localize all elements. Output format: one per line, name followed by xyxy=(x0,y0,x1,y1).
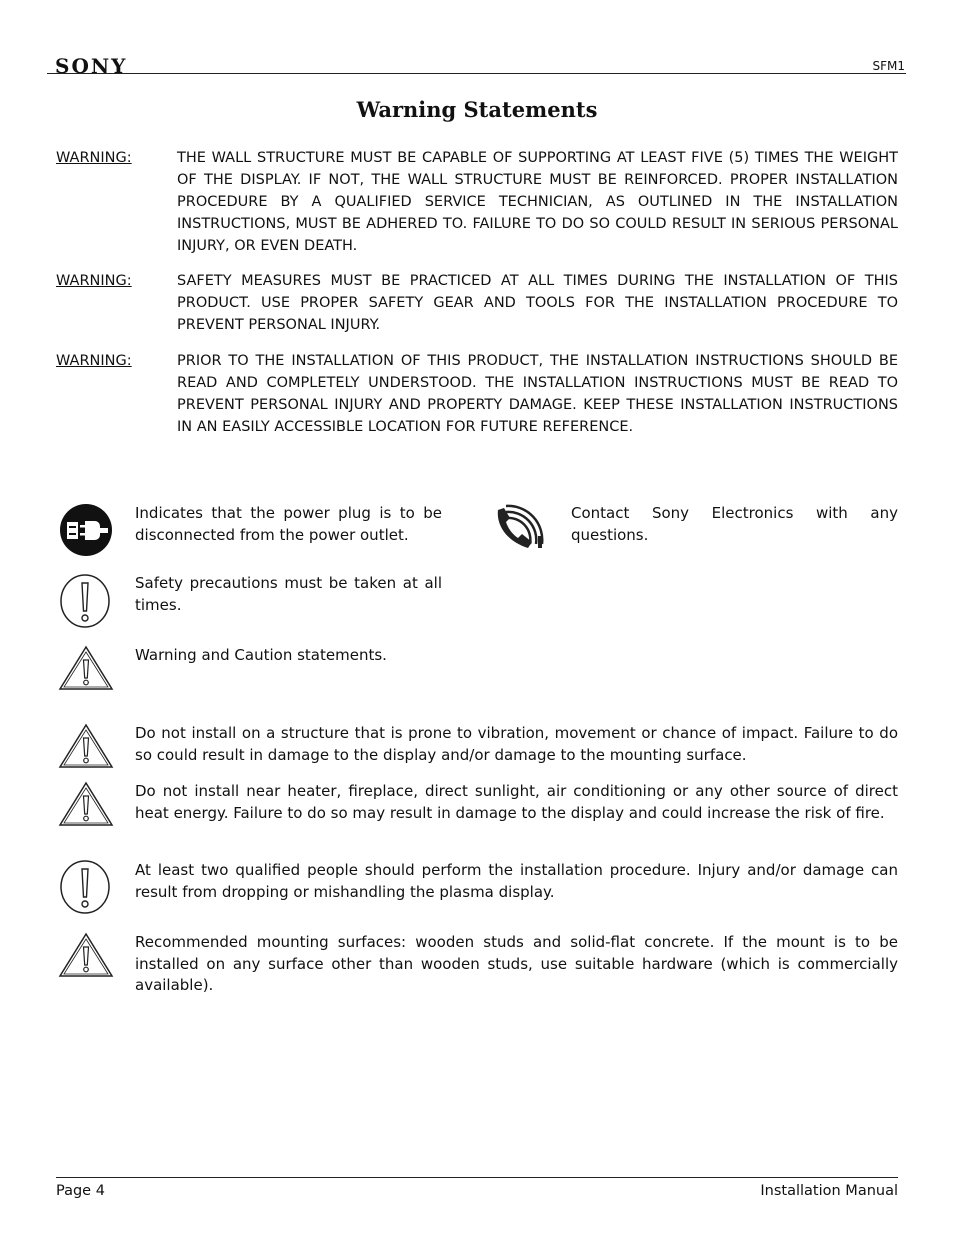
warning-text-3: PRIOR TO THE INSTALLATION OF THIS PRODUCT, THE INSTALLATION INSTRUCTIONS SHOULD BE READ AND COMPLETELY UNDERSTOOD. THE INSTALLATION INSTRUCTIONS MUST BE READ TO PREVENT PERSONAL INJURY AND PROPERTY DAMAGE. KEEP THESE INSTALLATION INSTRUCTIONS IN AN EASILY ACCESSIBLE LOCATION FOR FUTURE REFERENCE. xyxy=(177,353,898,435)
legend-text-safety: Safety precautions must be taken at all times. xyxy=(135,574,442,614)
legend-text-contact: Contact Sony Electronics with any questions. xyxy=(571,504,898,544)
sony-logo: SONY xyxy=(55,54,128,78)
exclamation-icon xyxy=(57,859,113,915)
header-divider xyxy=(47,73,906,74)
warning-triangle-icon xyxy=(58,718,114,774)
footer-divider xyxy=(56,1177,898,1178)
warning-text-2: SAFETY MEASURES MUST BE PRACTICED AT ALL TIMES DURING THE INSTALLATION OF THIS PRODUCT. USE PROPER SAFETY GEAR AND TOOLS FOR THE INSTALLATION PROCEDURE TO PREVENT PERSONAL INJURY. xyxy=(177,273,898,333)
phone-icon xyxy=(492,500,548,556)
page-number: Page 4 xyxy=(56,1183,105,1199)
unplug-icon xyxy=(58,502,114,558)
warning-text-1: THE WALL STRUCTURE MUST BE CAPABLE OF SUPPORTING AT LEAST FIVE (5) TIMES THE WEIGHT OF THE DISPLAY. IF NOT, THE WALL STRUCTURE MUST BE REINFORCED. PROPER INSTALLATION PROCEDURE BY A QUALIFIED SERVICE TECHNICIAN, AS OUTLINED IN THE INSTALLATION INSTRUCTIONS, MUST BE ADHERED TO. FAILURE TO DO SO COULD RESULT IN SERIOUS PERSONAL INJURY, OR EVEN DEATH. xyxy=(177,150,898,254)
warning-triangle-icon xyxy=(58,927,114,983)
note-text-surfaces: Recommended mounting surfaces: wooden studs and solid-flat concrete. If the mount is to be installed on any surface other than wooden studs, use suitable hardware (which is commercially available). xyxy=(135,933,898,994)
page-title: Warning Statements xyxy=(356,97,598,122)
warning-label-3: WARNING: xyxy=(56,353,132,369)
exclamation-icon xyxy=(57,573,113,629)
warning-label-2: WARNING: xyxy=(56,273,132,289)
note-text-two-people: At least two qualified people should perform the installation procedure. Injury and/or damage can result from dropping or mishandling the plasma display. xyxy=(135,861,898,901)
model-number: SFM1 xyxy=(872,59,905,73)
warning-triangle-icon xyxy=(58,640,114,696)
warning-triangle-icon xyxy=(58,776,114,832)
manual-name: Installation Manual xyxy=(760,1183,898,1199)
legend-text-warning: Warning and Caution statements. xyxy=(135,646,387,664)
note-text-heat: Do not install near heater, fireplace, direct sunlight, air conditioning or any other source of direct heat energy. Failure to do so may result in damage to the display and could increase the risk of fire. xyxy=(135,782,898,822)
legend-text-unplug: Indicates that the power plug is to be disconnected from the power outlet. xyxy=(135,504,442,544)
warning-label-1: WARNING: xyxy=(56,150,132,166)
note-text-vibration: Do not install on a structure that is prone to vibration, movement or chance of impact. Failure to do so could result in damage to the display and/or damage to the mounting surface. xyxy=(135,724,898,764)
